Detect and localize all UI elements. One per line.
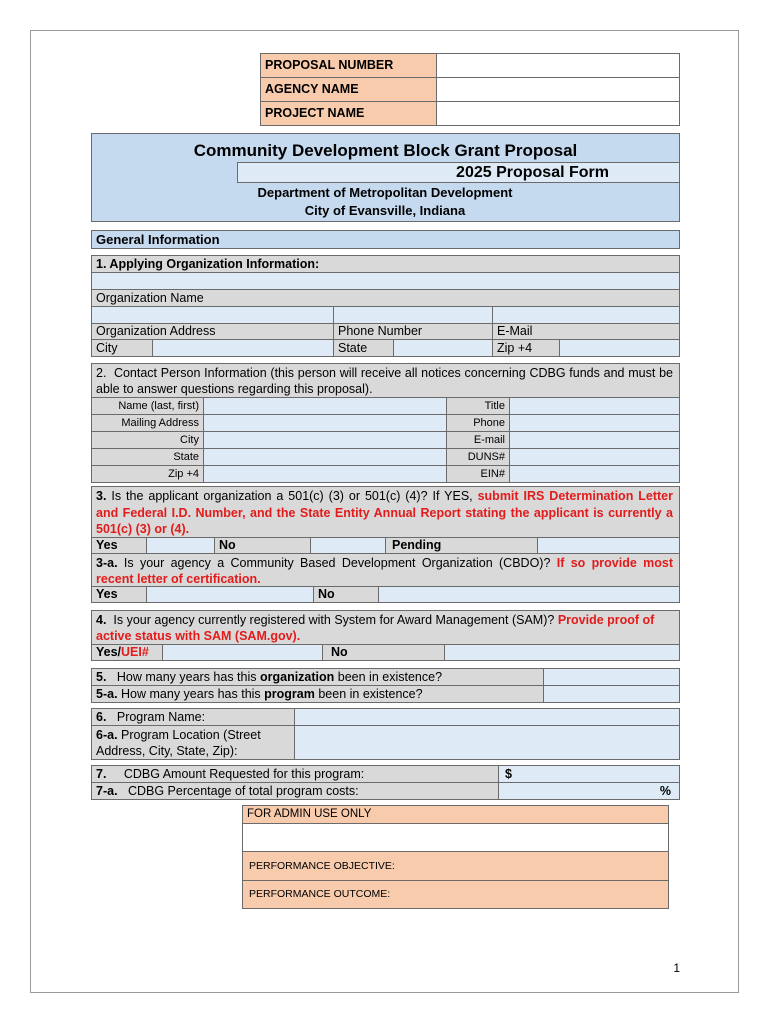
cdbg-percentage-field[interactable] <box>498 782 680 800</box>
section3a-yes-label: Yes <box>91 586 147 603</box>
section5-text-pre: How many years has this <box>116 670 257 684</box>
section5a-text-post: been in existence? <box>318 687 423 701</box>
section3a-yes-input[interactable] <box>147 589 313 604</box>
contact-left-label: Mailing Address <box>91 414 204 432</box>
contact-right-label: Phone <box>446 414 510 432</box>
contact-left-field[interactable] <box>203 414 447 432</box>
contact-right-input[interactable] <box>510 416 679 432</box>
section5-field[interactable] <box>543 668 680 686</box>
admin-blank-field[interactable] <box>242 823 669 852</box>
proposal-number-field[interactable] <box>436 53 680 78</box>
contact-right-field[interactable] <box>509 465 680 483</box>
state-field[interactable] <box>393 339 493 357</box>
contact-left-label: Name (last, first) <box>91 397 204 415</box>
agency-name-label: AGENCY NAME <box>260 77 437 102</box>
agency-name-input[interactable] <box>437 78 679 101</box>
city-name: City of Evansville, Indiana <box>304 203 466 218</box>
section3a-no-input[interactable] <box>379 589 679 604</box>
program-name-input[interactable] <box>295 710 679 726</box>
contact-left-input[interactable] <box>204 467 446 483</box>
contact-left-field[interactable] <box>203 397 447 415</box>
section4-uei-input[interactable] <box>163 647 322 662</box>
zip-field[interactable] <box>559 339 680 357</box>
performance-outcome: PERFORMANCE OUTCOME: <box>242 880 669 909</box>
city-field[interactable] <box>152 339 334 357</box>
section4-number: 4. <box>96 613 107 627</box>
section5-text-bold: organization <box>259 670 335 684</box>
section3-no-label: No <box>214 537 311 554</box>
contact-left-input[interactable] <box>204 450 446 466</box>
section4-yes-text: Yes/ <box>96 645 122 659</box>
section3-pending-field[interactable] <box>537 537 680 554</box>
contact-right-input[interactable] <box>510 399 679 415</box>
program-name-field[interactable] <box>294 708 680 726</box>
section4-text: Is your agency currently registered with System for Award Management (SAM)? <box>113 613 555 627</box>
contact-right-label: EIN# <box>446 465 510 483</box>
section5a-number: 5-a. <box>96 687 118 701</box>
contact-left-input[interactable] <box>204 433 446 449</box>
section4-uei-field[interactable] <box>162 644 323 661</box>
project-name-field[interactable] <box>436 101 680 126</box>
org-name-input[interactable] <box>92 274 679 290</box>
org-address-field[interactable] <box>91 306 334 324</box>
city-label: City <box>91 339 153 357</box>
section6-question <box>91 708 295 726</box>
org-address-label: Organization Address <box>91 323 334 340</box>
cdbg-amount-field[interactable] <box>498 765 680 783</box>
contact-right-input[interactable] <box>510 467 679 483</box>
section3a-text: Is your agency a Community Based Development Organization (CBDO)? <box>123 556 551 570</box>
section7-number: 7. <box>96 767 107 781</box>
contact-left-input[interactable] <box>204 399 446 415</box>
state-input[interactable] <box>394 341 492 357</box>
email-field[interactable] <box>492 306 680 324</box>
phone-field[interactable] <box>333 306 493 324</box>
section6a-number: 6-a. <box>96 728 118 742</box>
section3-number: 3. <box>96 489 107 503</box>
section3a-yes-field[interactable] <box>146 586 314 603</box>
section3a-no-field[interactable] <box>378 586 680 603</box>
section7-text: CDBG Amount Requested for this program: <box>123 767 365 781</box>
section3-yes-input[interactable] <box>147 540 214 555</box>
section3-yes-field[interactable] <box>146 537 215 554</box>
section4-instruction: Provide proof of active status with SAM (SAM.gov). <box>96 613 655 643</box>
section7a-question <box>91 782 499 800</box>
general-info-heading: General Information <box>91 230 680 249</box>
section5a-text-pre: How many years has this <box>121 687 261 701</box>
section3-text: Is the applicant organization a 501(c) (3) or 501(c) (4)? If YES, <box>111 489 473 503</box>
program-location-field[interactable] <box>294 725 680 760</box>
org-name-field[interactable] <box>91 272 680 290</box>
org-name-label: Organization Name <box>91 289 680 307</box>
section3-pending-input[interactable] <box>538 540 679 555</box>
section7-question <box>91 765 499 783</box>
section3-pending-label: Pending <box>385 537 538 554</box>
section3a-no-label: No <box>313 586 379 603</box>
program-location-input[interactable] <box>295 726 679 759</box>
department-name: Department of Metropolitan Development <box>257 185 513 200</box>
contact-left-field[interactable] <box>203 448 447 466</box>
contact-left-label: City <box>91 431 204 449</box>
contact-right-field[interactable] <box>509 397 680 415</box>
city-input[interactable] <box>153 341 333 357</box>
section3-yes-label: Yes <box>91 537 147 554</box>
section7a-number: 7-a. <box>96 784 118 798</box>
section5a-question <box>91 685 544 703</box>
agency-name-field[interactable] <box>436 77 680 102</box>
contact-left-field[interactable] <box>203 465 447 483</box>
section3-instruction: submit IRS Determination Letter and Federal I.D. Number, and the State Entity Annual Report stating the applicant is currently a 501(c) (3) or (4). <box>96 489 673 536</box>
percent-sign: % <box>659 784 671 798</box>
project-name-label: PROJECT NAME <box>260 101 437 126</box>
contact-left-label: State <box>91 448 204 466</box>
admin-heading: FOR ADMIN USE ONLY <box>242 805 669 824</box>
zip-label: Zip +4 <box>492 339 560 357</box>
section3a-instruction: If so provide most recent letter of certification. <box>96 556 673 586</box>
contact-right-field[interactable] <box>509 431 680 449</box>
contact-left-input[interactable] <box>204 416 446 432</box>
section3-no-field[interactable] <box>310 537 386 554</box>
section5a-input[interactable] <box>544 687 679 703</box>
section2-number: 2. <box>96 366 107 380</box>
proposal-number-input[interactable] <box>437 54 679 77</box>
page-number: 1 <box>673 961 680 975</box>
section6a-question <box>91 725 295 760</box>
section1-heading: 1. Applying Organization Information: <box>91 255 680 273</box>
section2-intro <box>91 363 680 398</box>
contact-right-label: E-mail <box>446 431 510 449</box>
section4-uei-text: UEI# <box>121 645 149 659</box>
contact-left-field[interactable] <box>203 431 447 449</box>
section6a-text: Program Location (Street Address, City, State, Zip): <box>96 728 261 758</box>
section3-no-input[interactable] <box>311 540 385 555</box>
contact-right-input[interactable] <box>510 450 679 466</box>
email-input[interactable] <box>493 308 679 324</box>
section5-question <box>91 668 544 686</box>
contact-right-field[interactable] <box>509 414 680 432</box>
project-name-input[interactable] <box>437 102 679 125</box>
proposal-number-label: PROPOSAL NUMBER <box>260 53 437 78</box>
email-label: E-Mail <box>492 323 680 340</box>
page-title: Community Development Block Grant Proposal <box>193 141 578 160</box>
page-subtitle: 2025 Proposal Form <box>237 162 680 183</box>
section4-no-input[interactable] <box>445 647 679 662</box>
section7a-text: CDBG Percentage of total program costs: <box>127 784 359 798</box>
section6-number: 6. <box>96 710 107 724</box>
section5-text-post: been in existence? <box>337 670 443 684</box>
section5a-field[interactable] <box>543 685 680 703</box>
section2-text: Contact Person Information (this person will receive all notices concerning CDBG funds and must be able to answer questions regarding this proposal). <box>96 366 673 396</box>
section4-no-label: No <box>322 644 445 661</box>
phone-number-label: Phone Number <box>333 323 493 340</box>
dollar-sign: $ <box>505 767 512 781</box>
section6-text: Program Name: <box>116 710 206 724</box>
contact-left-label: Zip +4 <box>91 465 204 483</box>
section3-question <box>91 486 680 538</box>
section5-input[interactable] <box>544 670 679 686</box>
contact-right-field[interactable] <box>509 448 680 466</box>
section5a-text-bold: program <box>264 687 315 701</box>
state-label: State <box>333 339 394 357</box>
section4-no-field[interactable] <box>444 644 680 661</box>
section3a-question <box>91 553 680 587</box>
section4-question <box>91 610 680 645</box>
section3a-number: 3-a. <box>96 556 118 570</box>
org-address-input[interactable] <box>92 308 333 324</box>
zip-input[interactable] <box>560 341 679 357</box>
performance-objective: PERFORMANCE OBJECTIVE: <box>242 851 669 881</box>
section4-yes-label <box>91 644 163 661</box>
phone-input[interactable] <box>334 308 492 324</box>
contact-right-label: Title <box>446 397 510 415</box>
contact-right-label: DUNS# <box>446 448 510 466</box>
section5-number: 5. <box>96 670 107 684</box>
contact-right-input[interactable] <box>510 433 679 449</box>
